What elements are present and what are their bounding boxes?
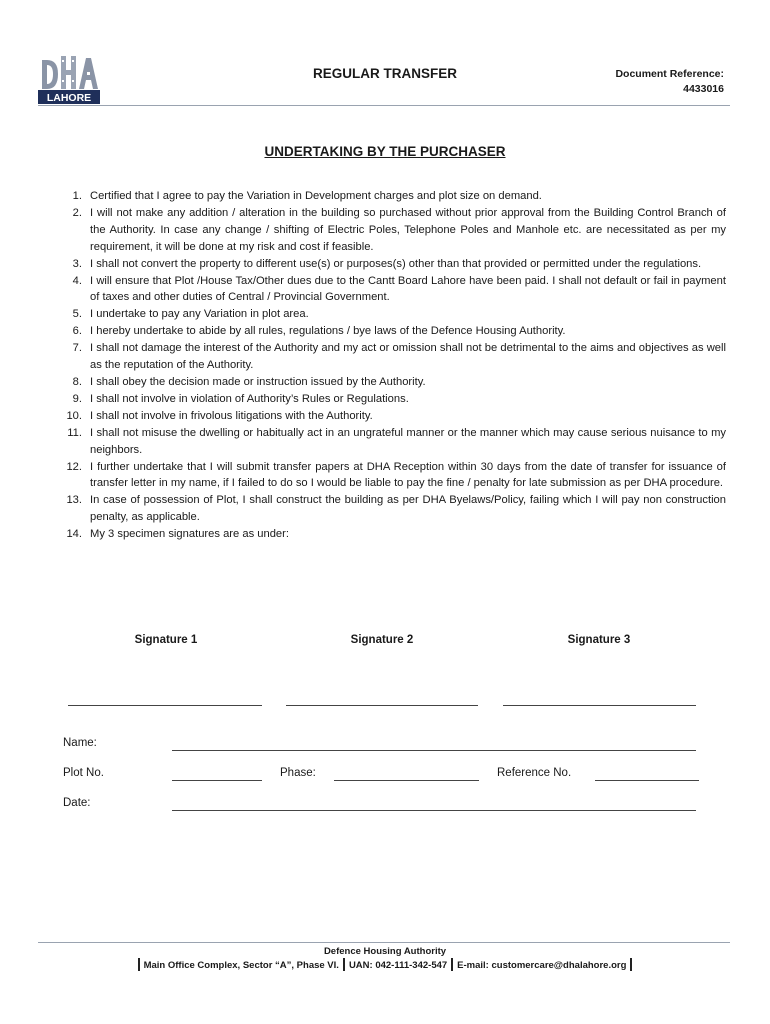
footer-divider (38, 942, 730, 943)
list-item: 9. I shall not involve in violation of Authority’s Rules or Regulations. (72, 392, 409, 405)
plot-no-field[interactable] (172, 780, 262, 781)
separator-bar (343, 958, 345, 971)
separator-bar (630, 958, 632, 971)
list-item: 2. I will not make any addition / alteration in the building so purchased without prior approval from the Building Control Branch of the Authority. In case any change / shifting of Electric Poles, Telephone Poles and Manhole etc. are necessitated as per my requirement, it will be done at my risk and cost if feasible. (72, 206, 726, 253)
list-item: 10. I shall not involve in frivolous litigations with the Authority. (66, 409, 373, 422)
list-item: 3. I shall not convert the property to different use(s) or purposes(s) other than that provided or permitted under the regulations. (72, 257, 702, 270)
list-item: 8. I shall obey the decision made or instruction issued by the Authority. (72, 375, 426, 388)
name-label: Name: (63, 737, 97, 749)
list-item: 6. I hereby undertake to abide by all rules, regulations / bye laws of the Defence Housing Authority. (72, 325, 566, 338)
separator-bar (451, 958, 453, 971)
signature-2-label: Signature 2 (350, 634, 414, 646)
list-item: 4. I will ensure that Plot /House Tax/Other dues due to the Cantt Board Lahore have been paid. I shall not default or fail in payment of taxes and other duties of Central / Provincial Government. (72, 274, 726, 304)
signature-2-line[interactable] (286, 705, 478, 706)
list-item: 14. My 3 specimen signatures are as under: (66, 528, 289, 541)
signature-3-label: Signature 3 (567, 634, 631, 646)
phase-field[interactable] (334, 780, 479, 781)
list-item: 12. I further undertake that I will submit transfer papers at DHA Reception within 30 days from the date of transfer for issuance of transfer letter in my name, if I failed to do so I would be liable to pay the fine / penalty for late submission as per DHA procedure. (66, 460, 726, 490)
footer-address: Main Office Complex, Sector “A”, Phase VI. (143, 960, 339, 971)
phase-label: Phase: (280, 767, 316, 779)
footer-uan: UAN: 042-111-342-547 (348, 960, 448, 971)
document-title: REGULAR TRANSFER (313, 66, 457, 81)
signature-3-line[interactable] (503, 705, 696, 706)
footer-email[interactable]: E-mail: customercare@dhalahore.org (457, 960, 627, 971)
footer-organization: Defence Housing Authority (323, 946, 447, 957)
header-divider (38, 105, 730, 106)
signature-1-line[interactable] (68, 705, 262, 706)
signature-1-label: Signature 1 (134, 634, 198, 646)
document-reference (615, 67, 724, 97)
doc-ref-value: 4433016 (683, 83, 724, 95)
section-title: UNDERTAKING BY THE PURCHASER (264, 144, 506, 159)
name-field[interactable] (172, 750, 696, 751)
separator-bar (138, 958, 140, 971)
list-item: 7. I shall not damage the interest of the Authority and my act or omission shall not be detrimental to the aims and objectives as well as the reputation of the Authority. (72, 342, 726, 372)
list-item: 13. In case of possession of Plot, I shall construct the building as per DHA Byelaws/Policy, failing which I will pay non construction penalty, as applicable. (66, 494, 726, 524)
date-label: Date: (63, 797, 91, 809)
logo-city-text: LAHORE (46, 92, 92, 104)
footer-contact (0, 958, 770, 971)
list-item: 1. Certified that I agree to pay the Variation in Development charges and plot size on demand. (72, 190, 542, 202)
plot-no-label: Plot No. (63, 767, 104, 779)
undertaking-list (60, 188, 726, 543)
reference-no-field[interactable] (595, 780, 699, 781)
list-item: 5. I undertake to pay any Variation in plot area. (72, 308, 309, 321)
date-field[interactable] (172, 810, 696, 811)
reference-no-label: Reference No. (497, 767, 572, 779)
list-item: 11. I shall not misuse the dwelling or habitually act in an ungrateful manner or the manner which may cause serious nuisance to my neighbors. (67, 426, 726, 456)
doc-ref-label: Document Reference: (615, 68, 724, 80)
